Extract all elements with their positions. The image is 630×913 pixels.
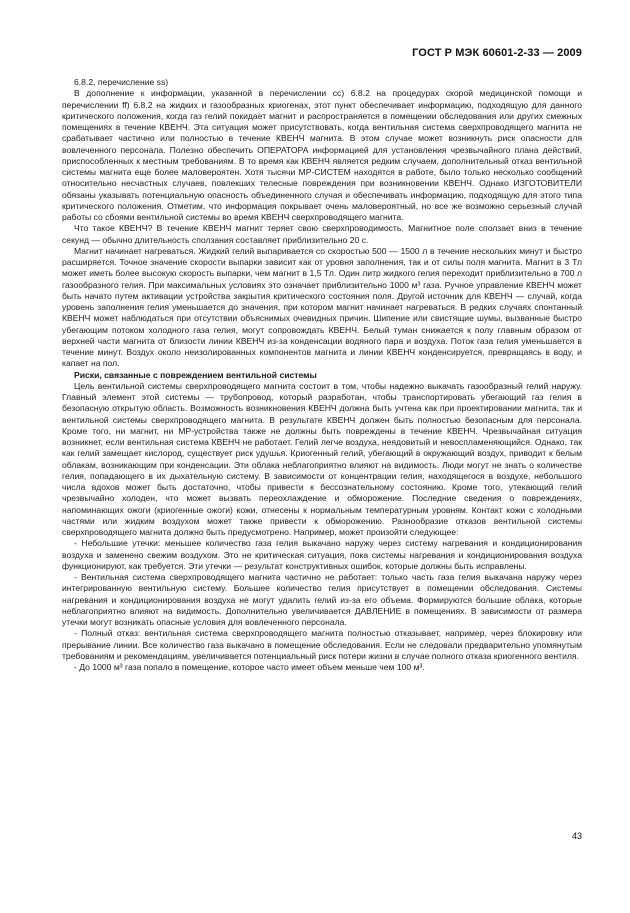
paragraph: Магнит начинает нагреваться. Жидкий гелий выпаривается со скоростью 500 — 1500 л в течение нескольких минут и быстро расширяется. Точное значение скорости выпарки зависит как от уровня заполнения, так и от силы поля магнита. Магнит в 3 Тл может иметь более высокую скорость выпарки, чем магнит в 1,5 Тл. Один литр жидкого гелия переходит приблизительно в 700 л газообразного гелия. При максимальных условиях это означает приблизительно 1000 м³ газа. Ручное управление КВЕНЧ может быть начато путем активации устройства закрытия критического состояния поля. Другой источник для КВЕНЧ — случай, когда уровень заполнения гелия уменьшается до значения, при котором магнит начинает нагреваться. В редких случаях спонтанный КВЕНЧ может наблюдаться при отсутствии объяснимых очевидных причин. Шипение или свистящие шумы, вызванные быстро убегающим потоком холодного газа гелия, могут сопровождать КВЕНЧ. Белый туман снижается к полу главным образом от верхней части магнита от близости линии КВЕНЧ из-за конденсации водяного пара и воздуха. Поток газа гелия уменьшается в течение минут. Воздух около неизолированных компонентов магнита и линии КВЕНЧ конденсируется, превращаясь в воду, и капает на пол. (62, 245, 582, 369)
paragraph: Что такое КВЕНЧ? В течение КВЕНЧ магнит теряет свою сверхпроводимость. Магнитное поле сползает вниз в течение секунд — обычно длительность сползания составляет приблизительно 20 с. (62, 223, 582, 245)
paragraph: 6.8.2, перечисление ss) (74, 77, 169, 87)
paragraph: Цель вентильной системы сверхпроводящего магнита состоит в том, чтобы надежно выкачать газообразный гелий наружу. Главный элемент этой системы — трубопровод, который разработан, чтобы транспортировать убегающий газ гелия в безопасную открытую область. Возможность возникновения КВЕНЧ должна быть учтена как при проектировании магнита, так и вентильной системы сверхпроводящего магнита. В результате КВЕНЧ должен быть полностью безопасным для персонала. Кроме того, ни магнит, ни МР-устройства также не должны быть повреждены в течение КВЕНЧ. Чрезвычайная ситуация возникнет, если вентильная система КВЕНЧ не работает. Гелий легче воздуха, неядовитый и невоспламеняющийся. Однако, так как гелий замещает кислород, существует риск удушья. Криогенный гелий, убегающий в окружающий воздух, приводит к белым облакам, возникающим при конденсации. Эти облака неблагоприятно влияют на видимость. Люди могут не знать о количестве гелия, попадающего в их дыхательную систему. В зависимости от концентрации гелия, находящегося в воздухе, небольшого числа вдохов может быть достаточно, чтобы привести к бессознательному состоянию. Кроме того, утекающий гелий чрезвычайно холоден, что может вызвать переохлаждение и обморожение. Последние сведения о повреждениях, напоминающих ожоги (криогенные ожоги) кожи, отнесены к нормальным температурным уровням. Контакт кожи с холодными частями или жидким воздухом может также привести к обморожению. Разнообразие отказов вентильной системы сверхпроводящего магнита должно быть предусмотрено. Например, может произойти следующее: (62, 380, 582, 537)
body-text (62, 77, 582, 673)
list-item: - Полный отказ: вентильная система сверхпроводящего магнита полностью отказывает, например, через блокировку или прерывание линии. Все количество газа выкачано в помещение обследования. Если не следовали предварительно упомянутым требованиям и рекомендациям, увеличивается потенциальный риск потери жизни в случае полного отказа криогенного вентиля. (62, 628, 582, 661)
list-item: - Небольшие утечки: меньшее количество газа гелия выкачано наружу через систему нагревания и кондиционирования воздуха и заменено свежим воздухом. Это не критическая ситуация, пока системы нагревания и кондиционирования воздуха функционируют, как требуется. Эти утечки — результат конструктивных ошибок, которые должны быть исправлены. (62, 538, 582, 571)
page-number: 43 (571, 831, 582, 841)
standard-header: ГОСТ Р МЭК 60601-2-33 — 2009 (412, 47, 582, 59)
list-item: - Вентильная система сверхпроводящего магнита частично не работает: только часть газа гелия выкачана наружу через интегрированную вентильную систему. Большее количество гелия присутствует в помещении обследования. Системы нагревания и кондиционирования воздуха не могут удалить гелий из-за его объема. Формируются большие облака, которые неблагоприятно влияют на видимость. Дополнительно увеличивается ДАВЛЕНИЕ в помещениях. В зависимости от размера утечки могут возникать опасные условия для вовлеченного персонала. (62, 572, 582, 627)
list-item: - До 1000 м³ газа попало в помещение, которое часто имеет объем меньше чем 100 м³. (74, 662, 425, 672)
section-heading: Риски, связанные с повреждением вентильной системы (74, 369, 317, 380)
paragraph: В дополнение к информации, указанной в перечислении cc) 6.8.2 на процедурах скорой медицинской помощи и перечислении ff) 6.8.2 на жидких и газообразных криогенах, этот пункт обеспечивает информацию, подходящую для данного критического положения, когда газ гелий покидает магнит и распространяется в помещении обследования или других смежных помещениях в течение КВЕНЧ. Эта ситуация может присутствовать, когда вентильная система сверхпроводящего магнита не срабатывает частично или полностью в течение КВЕНЧ магнита. В этом случае может возникнуть риск опасности для вовлеченного персонала. Полезно обеспечить ОПЕРАТОРА информацией для установления чрезвычайного плана действий, приспособленных к местным требованиям. В то время как КВЕНЧ является редким случаем, дополнительный отказ вентильной системы магнита еще более маловероятен. Хотя тысячи МР-СИСТЕМ находятся в работе, было только несколько сообщений относительно несчастных случаев, повлекших телесные повреждения при возникновении КВЕНЧ. Однако ИЗГОТОВИТЕЛИ обязаны указывать потенциальную опасность объединенного случая и обеспечивать информацию, подходящую для этого типа критического положения. Отметим, что информация покрывает очень маловероятный, но все же возможно серьезный случай работы со сбоями вентильной системы во время КВЕНЧ сверхпроводящего магнита. (62, 88, 582, 222)
